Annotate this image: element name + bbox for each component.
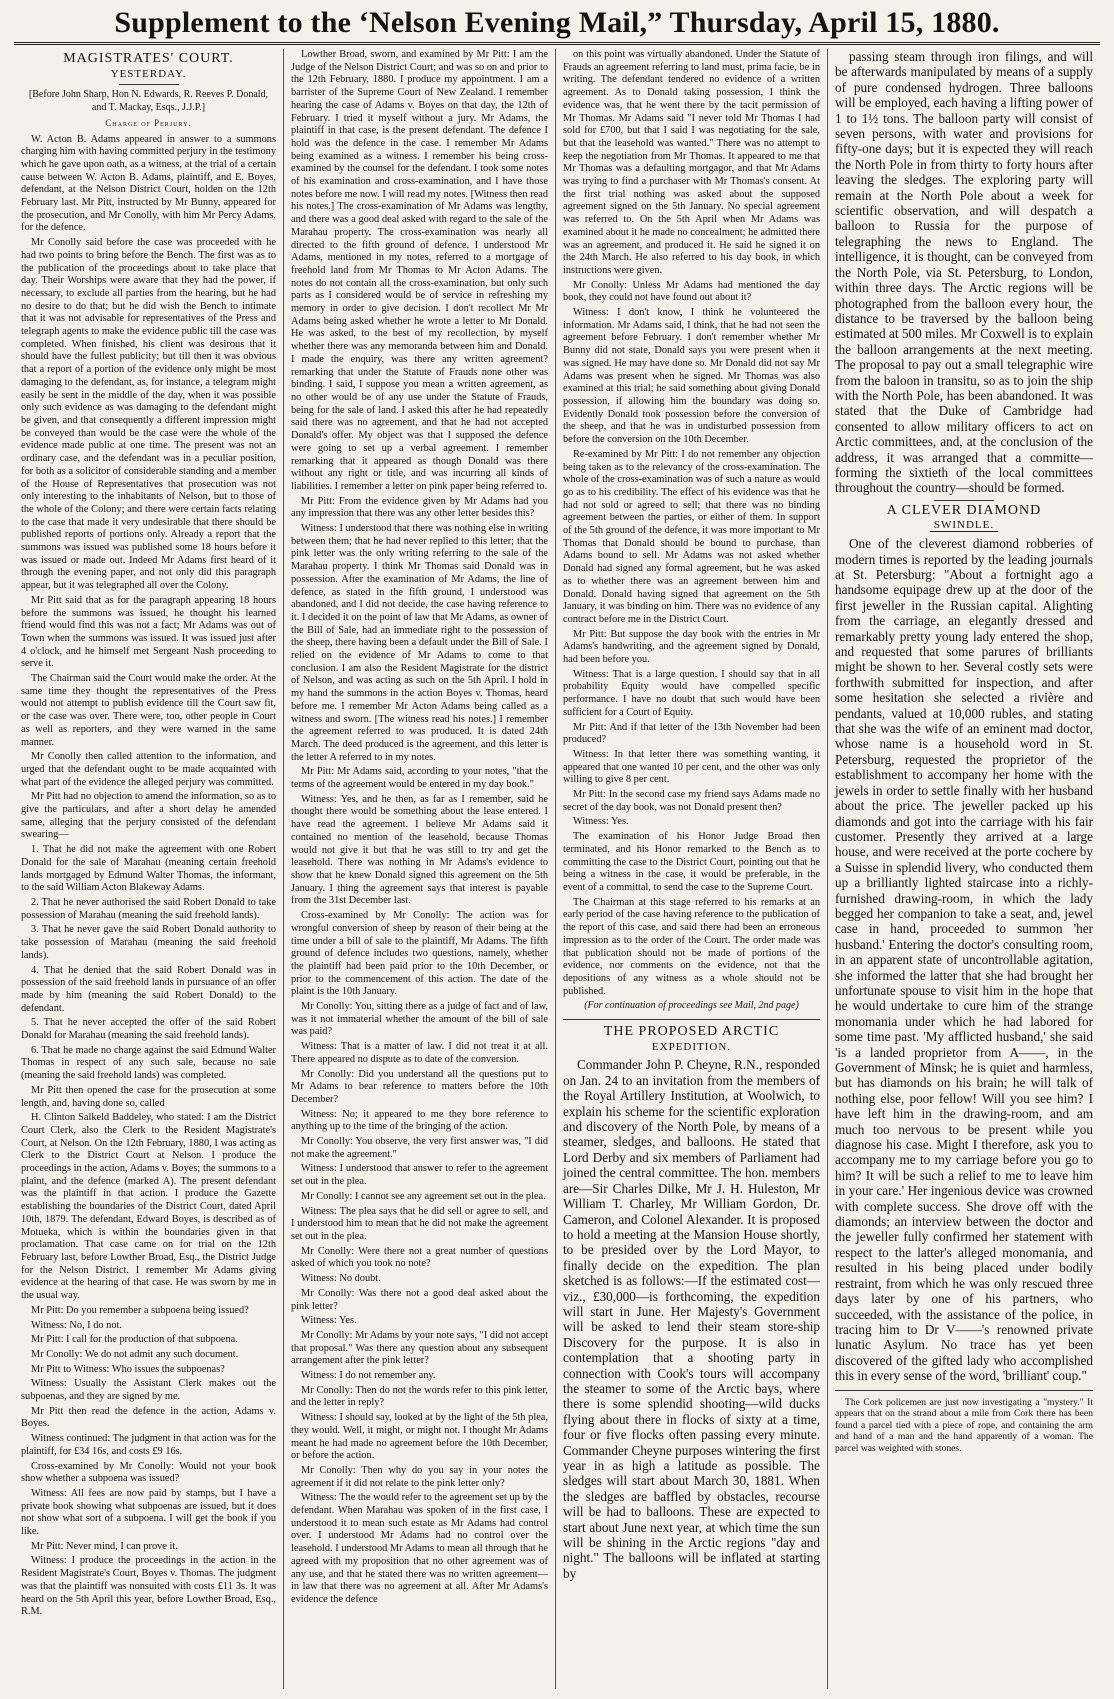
court-paragraph: Mr Pitt: But suppose the day book with the entries in Mr Adams's handwriting, and the agreement signed by Donald, had been before you. [563, 628, 820, 666]
divider [563, 1019, 820, 1020]
column-2 [284, 49, 556, 1689]
masthead: Supplement to the ‘Nelson Evening Mail,” Thursday, April 15, 1880. [114, 6, 1000, 39]
court-paragraph: Mr Pitt had no objection to amend the information, so as to give the particulars, and after a short delay he amended same, alleging that the perjury consisted of the defendant swearing— [21, 791, 276, 841]
court-paragraph: 1. That he did not make the agreement with one Robert Donald for the sale of Marahau (meaning certain freehold lands mortgaged by Edmund Walter Thomas, the informant, to the said William Acton Blakeway Adams. [21, 844, 276, 894]
court-paragraph: Witness: I understood that there was nothing else in writing between them; that he had never replied to this letter; that the pink letter was the only writing referring to the sale of the Marahau property. I think Mr Thomas said Donald was in possession. After the examination of Mr Adams, the line of defence, as stated in the fifth ground, I understood was abandoned, and I did not decide, the case having reference to it. I decided it on the point of law that Mr Adams, as owner of the Bill of Sale, had an immediate right to the possession of the sheep, there having been a default under the Bill of Sale. I relied on the evidence of Mr Adams to come to that conclusion. I am also the Resident Magistrate for the district of Nelson, and was acting as such on the 5th April. I hold in my hand the summons in the action Boyes v. Thomas, heard before me. I remember Mr Acton Adams being called as a witness and sworn. [The witness read his notes.] I remember the agreement referred to was produced. It is dated 24th March. The deed produced is the agreement, and this letter is the letter A referred to in my notes. [291, 523, 548, 763]
court-paragraph: Cross-examined by Mr Conolly: Would not your book show whether a subpoena was issued? [21, 1460, 276, 1485]
court-paragraph: Witness: Yes. [301, 1315, 357, 1327]
court-paragraph: Re-examined by Mr Pitt: I do not remember any objection being taken as to the relevancy of the cross-examination. The whole of the cross-examination was of such a nature as would go as to his credibility. The effect of his evidence was that he had not sold or agreed to sell; that there was no binding agreement between the parties, or either of them. In support of the 5th ground of the defence, it was more important to Mr Thomas that Donald should be bound to purchase, than Adams bound to sell. Mr Adams was not asked whether Donald had signed any formal agreement, but he was asked as to whether there was an agreement between him and Donald. Donald having signed that agreement on the 5th January, it was binding on him. There was no evidence of any contract before me in the District Court. [563, 448, 820, 625]
arctic-subtitle: EXPEDITION. [651, 1040, 732, 1053]
court-paragraph: Lowther Broad, sworn, and examined by Mr Pitt: I am the Judge of the Nelson District Court; and was so on and prior to the 12th February, 1880. I produce my appointment. I am a barrister of the Supreme Court of New Zealand. I remember hearing the case of Adams v. Boyes on that day, the 12th of February. I tried it myself without a jury. Mr Adams, the plaintiff in that case, is the present defendant. The defence I hold was the defence in the case. I remember Mr Adams being examined as a witness. I remember his being cross-examined by the counsel for the defendant. I took some notes of his examination and cross-examination, and I have those notes before me now. I will read my notes. [Witness then read his notes.] The cross-examination of Mr Adams was lengthy, and there was a good deal asked with regard to the sale of the Marahau property. The cross-examination was nearly all directed to the fifth ground of defence. I understood Mr Adams, mentioned in my notes, referred to a mortgage of freehold land from Mr Thomas to Mr Acton Adams. The notes do not contain all the cross-examination, but only such parts as I considered would be of service in refreshing my memory in order to give decision. I don't recollect Mr Mr Adams being asked whether he wrote a letter to Mr Donald. He was asked, to the best of my recollection, by myself whether there was any memoranda between him and Donald. I made the enquiry, was there any written agreement? remarking that under the Statute of Frauds none other was binding. I said, I suppose you mean a written agreement, as no other would be of any use under the Statute of Frauds, being for the sale of land. I asked this after he had repeatedly said there was no agreement, and that he had not accepted Donald's offer. My object was that I supposed the defence were going to set up a verbal agreement. I remember remarking that it appeared as though Donald was there without any right or title, and was incurring all kinds of liabilities. I remember a letter on pink paper being referred to. [291, 49, 548, 492]
court-paragraph: Witness: No; it appeared to me they bore reference to anything up to the time of the bringing of the action. [291, 1108, 548, 1133]
court-paragraph: 4. That he denied that the said Robert Donald was in possession of the said freehold lands in pursuance of an offer made by him (meaning the said Robert Donald) to the defendant. [21, 964, 276, 1014]
court-paragraph: Witness: I produce the proceedings in the action in the Resident Magistrate's Court, Boyes v. Thomas. The judgment was that the plaintiff was nonsuited with costs £11 3s. It was heard on the 5th April this year, before Lowther Broad, Esq., R.M. [21, 1555, 276, 1618]
court-paragraph: Mr Conolly: Was there not a good deal asked about the pink letter? [291, 1287, 548, 1312]
court-title: MAGISTRATES' COURT. [63, 51, 234, 66]
arctic-text-column-3 [563, 1057, 820, 1581]
court-paragraph: Witness: In that letter there was something wanting, it appeared that one wanted 10 per cent, and the other was only willing to give 8 per cent. [563, 748, 820, 786]
court-paragraph: Witness: I should say, looked at by the light of the 5th plea, they would. Well, it might, or might not. I thought Mr Adams meant he had made no agreement before the 10th December, or before the action. [291, 1412, 548, 1462]
bench-note: [Before John Sharp, Hon N. Edwards, R. Reeves P. Donald, and T. Mackay, Esqs., J.J.P.] [28, 89, 269, 114]
court-paragraph: Mr Pitt: From the evidence given by Mr Adams had you any impression that there was any other letter besides this? [291, 495, 548, 520]
court-paragraph: Witness: Yes. [573, 816, 629, 828]
column-1 [14, 49, 284, 1689]
court-paragraph: Mr Pitt: In the second case my friend says Adams made no secret of the day book, was not Donald present then? [563, 789, 820, 813]
diamond-subtitle [835, 519, 1093, 532]
court-paragraph: Mr Conolly: Then why do you say in your notes the agreement if it did not relate to the pink letter only? [291, 1464, 548, 1489]
court-paragraph: Witness: I don't know, I think he volunteered the information. Mr Adams said, I think, that he had not seen the agreement before February. I don't remember whether Mr Bunny did not state, Donald says you were present when it was signed. He may have done so. Mr Donald did not say Mr Adams was present when he signed. Mr Thomas was also examined at this trial; he said something about giving Donald possession, if allowing him the boundary was doing so. Evidently Donald took possession before the conversion of the sheep, and that he was in undisturbed possession from before the conversion on the 10th December. [563, 307, 820, 446]
court-paragraph: Mr Pitt then read the defence in the action, Adams v. Boyes. [21, 1405, 276, 1430]
court-paragraph: Mr Conolly: Mr Adams by your note says, "I did not accept that proposal." Was there any question about any subsequent arrangement after the pink letter? [291, 1329, 548, 1367]
court-paragraph: W. Acton B. Adams appeared in answer to a summons charging him with having committed perjury in the testimony which he gave upon oath, as a witness, at the trial of a certain cause between W. Acton B. Adams, plaintiff, and E. Boyes, defendant, at the Nelson District Court, holden on the 12th February last. Mr Pitt, instructed by Mr Bunny, appeared for the prosecution, and Mr Conolly, with him Mr Percy Adams, for the defence. [21, 133, 276, 234]
court-paragraph: Mr Conolly: Were there not a great number of questions asked of which you took no note? [291, 1245, 548, 1270]
diamond-title: A CLEVER DIAMOND [886, 502, 1042, 518]
court-paragraph: Witness continued: The judgment in that action was for the plaintiff, for £34 16s, and costs £9 16s. [21, 1433, 276, 1457]
court-paragraph: 2. That he never authorised the said Robert Donald to take possession of Marahau (meaning the said freehold lands). [21, 897, 276, 921]
arctic-paragraph: passing steam through iron filings, and will be afterwards manipulated by means of a supply of pure condensed hydrogen. Three balloons will be employed, each having a lifting power of 1 to 1½ tons. The balloon party will consist of seven persons, with water and provisions for fifty-one days; but it is expected they will reach the North Pole in from thirty to forty hours after leaving the sledges. The exploring party will remain at the North Pole about a week for scientific observation, and will despatch a balloon to Russia for the purpose of telegraphing the news to England. The intelligence, it is thought, can be conveyed from the North Pole, via St. Petersburg, to London, within three days. The Arctic regions will be photographed from the balloon every hour, the distance to be traversed by the balloon being estimated at 500 miles. Mr Coxwell is to explain the balloon arrangements at the next meeting. The proposal to pay out a small telegraphic wire from the baloon in transitu, so as to join the ship with the North Pole, has been abandoned. It was stated that the Duke of Cambridge had consented to allow military officers to act on Arctic committees, and, at the conclusion of the address, it was arranged that a committe—forming the sixtieth of the local committees throughout the country—should be formed. [835, 49, 1093, 496]
court-paragraph: Mr Pitt said that as for the paragraph appearing 18 hours before the summons was issued, he thought his learned friend would find this was not a fact; Mr Adams was out of Town when the summons was issued. It was issued just after 4 o'clock, and he himself met Sergeant Nash proceeding to serve it. [21, 594, 276, 670]
court-paragraph: Witness: All fees are now paid by stamps, but I have a private book showing what subpoenas are issued, but it does not show what sort of a subpoena. I will get the book if you like. [21, 1487, 276, 1538]
court-subtitle: YESTERDAY. [110, 67, 187, 80]
columns [14, 49, 1100, 1689]
court-paragraph: The Chairman said the Court would make the order. At the same time they thought the representatives of the Press would not attempt to publish evidence till the Court saw fit, or the case was over. There were, too, other people in Court as well as reporters, and they were warned in the same manner. [21, 673, 276, 748]
court-paragraph: Witness: I do not remember any. [301, 1370, 436, 1382]
court-paragraph: The examination of his Honor Judge Broad then terminated, and his Honor remarked to the Bench as to committing the case to the District Court, pointing out that he being a witness in the case, it would be preferable, in the event of a committal, to send the case to the Supreme Court. [563, 831, 820, 893]
court-paragraph: Witness: No, I do not. [31, 1319, 122, 1331]
court-paragraph: Mr Pitt then opened the case for the prosecution at some length, and, having done so, called [21, 1084, 276, 1109]
divider [835, 1390, 1093, 1391]
charge-heading: Charge of Perjury. [105, 117, 192, 128]
court-paragraph: Witness: Usually the Assistant Clerk makes out the subpoenas, and they are signed by me. [21, 1378, 276, 1403]
court-paragraph: Witness: The the would refer to the agreement set up by the defendant. When Marahau was spoken of in the first case, I understood it to mean such estate as Mr Adams had control over. I understood Mr Adams had no control over the leasehold. I understood Mr Adams to mean all through that he agreed with my proposition that no other agreement was of any use, and that he stated there was no written agreement—in law that there was no agreement at all. After Mr Adams's evidence the defence [291, 1492, 548, 1605]
court-paragraph: Mr Pitt to Witness: Who issues the subpoenas? [31, 1363, 225, 1375]
court-paragraph: Mr Conolly: Unless Mr Adams had mentioned the day book, they could not have found out about it? [563, 279, 820, 304]
court-paragraph: The Chairman at this stage referred to his remarks at an early period of the case having reference to the publication of the report of this case, and said there had been an erroneous impression as to the order of the Court. The order made was that publication should not be made of portions of the evidence, nor comments on the evidence, not that the depositions of any witness as a whole should not be published. [563, 896, 820, 997]
court-paragraph: 6. That he made no charge against the said Edmund Walter Thomas in respect of any such sale, because no sale (meaning the said freehold lands) was completed. [21, 1044, 276, 1082]
masthead-rule [14, 42, 1100, 45]
court-paragraph: Mr Pitt: I call for the production of that subpoena. [31, 1334, 238, 1346]
column-3 [556, 49, 828, 1689]
court-paragraph: Mr Conolly then called attention to the information, and urged that the defendant ought to be made acquainted with what part of the evidence the alleged perjury was committed. [21, 751, 276, 788]
court-paragraph: Mr Conolly: Then do not the words refer to this pink letter, and the letter in reply? [291, 1384, 548, 1409]
cork-paragraph: The Cork policemen are just now investigating a "mystery." It appears that on the strand about a mile from Cork there has been found a parcel tied with a piece of rope, and containing the arm and hand of a man and the hand apparently of a woman. The parcel was weighted with stones. [835, 1396, 1093, 1454]
court-paragraph: on this point was virtually abandoned. Under the Statute of Frauds an agreement referring to land must, prima facie, be in writing. The defendant tendered no evidence of a written agreement. As to Donald taking possession, I think the evidence was, that he went there by the tacit permission of Mr Thomas. Mr Adams said "I never told Mr Thomas I had sold for £700, but that I said I was negotiating for the sale, but that the leasehold was wanted." There was no attempt to keep the negotiation from Mr Thomas. It appeared to me that Mr Thomas was a defaulting mortgagor, and that Mr Adams was trying to find a purchaser with Mr Thomas's consent. At the first trial nothing was asked about the supposed agreement signed on the 5th January. No special agreement was referred to. On the 5th April when Mr Adams was examined about it he made no concealment; he admitted there was an agreement, and produced it. He said he signed it on the 24th March. He also referred to his day book, in which instructions were given. [563, 49, 820, 276]
court-paragraph: 3. That he never gave the said Robert Donald authority to take possession of Marahau (meaning the said freehold lands). [21, 924, 276, 961]
court-paragraph: Mr Conolly: Did you understand all the questions put to Mr Adams to bear reference to matters before the 10th December? [291, 1068, 548, 1105]
continuation-note: (For continuation of proceedings see Mail, 2nd page) [584, 1000, 799, 1012]
column-4 [828, 49, 1100, 1689]
court-paragraph: Mr Pitt: Do you remember a subpoena being issued? [31, 1304, 249, 1316]
court-paragraph: Mr Pitt: Mr Adams said, according to your notes, "that the terms of the agreement would be entered in my day book." [291, 766, 548, 791]
court-paragraph: Mr Conolly said before the case was proceeded with he had two points to bring before the Bench. The first was as to the publication of the proceedings about to take place that day. Their Worships were aware that they had the power, if necessary, to exclude all parties from the hearing, but he had no desire to do that; but he did wish the Bench to intimate that it was not advisable for representatives of the Press and telegraph agents to make the evidence public till the case was completed. When finished, his client was desirous that it should have the fullest publicity; but till then it was obvious that a report of a portion of the evidence only might be most damaging to the defendant, as, for instance, a telegram might easily be sent in the middle of the day, when it was possible only such evidence as was damaging to the defendant might be given, and that consequently a different impression might be conveyed than would be the case were the whole of the evidence made public at one time. The present was not an ordinary case, and the defendant was in a peculiar position, for both as a solicitor of considerable standing and a member of the House of Representatives that prosecution was not only interesting to the inhabitants of Nelson, but to those of the whole of the Colony; and there were certain facts relating to the case that made it very undesirable that there should be published reports of portions only. Already a report that the summons was issued was published some 18 hours before it was issued or made out. Indeed Mr Adams first heard of it through the evening paper, and not only did this paragraph appear, but it was telegraphed all over the Colony. [21, 237, 276, 592]
court-paragraph: Mr Conolly: You, sitting there as a judge of fact and of law, was it not immaterial whether the amount of the bill of sale was paid? [291, 1001, 548, 1038]
divider [934, 500, 994, 501]
divider [119, 84, 179, 85]
court-text-column-2 [291, 49, 548, 1607]
court-paragraph: Witness: The plea says that he did sell or agree to sell, and I understood him to mean that he did not make the agreement set out in the plea. [291, 1205, 548, 1242]
court-paragraph: 5. That he never accepted the offer of the said Robert Donald for Marahau (meaning the said freehold lands). [21, 1017, 276, 1042]
court-text-column-3 [563, 49, 820, 998]
diamond-paragraph: One of the cleverest diamond robberies of modern times is reported by the leading journals at St. Petersburg: "About a fortnight ago a handsome equipage drew up at the door of the first jeweller in the Russian capital. Alighting from the carriage, an elegantly dressed and remarkably pretty young lady entered the shop, and requested that some parures of brilliants might be shown to her. Several costly sets were forthwith submitted for inspection, and after some hesitation she selected a rivière and pendants, valued at 10,000 rubles, and stating that she was the wife of an eminent mad doctor, whose name is a household word in St. Petersburg, requested the proprietor of the establishment to accompany her home with the jewels in order to settle finally with her husband about the price. The jeweller packed up his diamonds and got into the carriage with his fair customer. Presently they arrived at a large house, and were received at the porte cochere by a Suisse in splendid livery, who conducted them up a brilliantly lighted staircase into a richly-furnished drawing-room, in which the lady begged her companion to take a seat, and, jewel case in hand, proceeded to summon 'her husband.' Entering the doctor's consulting room, in an apparent state of uncontrollable agitation, she informed the latter that she had brought her unfortunate spouse to visit him in the hope that he would undertake to cure him of the strange monomania under which he had labored for some time past. 'My afflicted husband,' she said 'is a landed proprietor from A——, in the Government of Minsk; he is quiet and harmless, but has diamonds on his brain; he will talk of nothing else, poor fellow! Will you see him? I have left him in the drawing-room, and am much too nervous to be present while you diagnose his case. Might I therefore, ask you to accompany me to my carriage before you go to him? It will be such a relief to me to leave him in your care.' Her ingenious device was crowned with complete success. She drove off with the diamonds; an interview between the doctor and the jeweller fully confirmed her statement with respect to the latter's alleged monomania, and resulted in his being placed under bodily restraint, from which he was only rescued three days later by one of his partners, who succeeded, with the assistance of the police, in tracing him to Dr V——'s renowned private lunatic Asylum. No trace has yet been discovered of the gifted lady who accomplished this in every sense of the word, 'brilliant' coup." [835, 536, 1093, 1384]
court-paragraph: Witness: That is a matter of law. I did not treat it at all. There appeared no dispute as to date of the conversion. [291, 1041, 548, 1065]
court-paragraph: Mr Conolly: We do not admit any such document. [31, 1348, 239, 1360]
court-paragraph: Mr Pitt: Never mind, I can prove it. [31, 1540, 178, 1552]
court-paragraph: Witness: Yes, and he then, as far as I remember, said he thought there would be something about the lease entered. I have read the agreement. I believe Mr Adams said it contained no mention of the leasehold, because Thomas would not give it but that he was still to try and get the leasehold. There was nothing in Mr Adams's evidence to show that he knew Donald signed this agreement on the 5th January. I thing the agreement says that interest is payable from the 31st December last. [291, 793, 548, 907]
arctic-text-column-4 [835, 49, 1093, 496]
diamond-subtitle-text: SWINDLE. [930, 519, 998, 532]
court-paragraph: Witness: That is a large question. I should say that in all probability Equity would have compelled specific performance. I have no doubt that such would have been sufficient for a Court of Equity. [563, 668, 820, 718]
arctic-paragraph: Commander John P. Cheyne, R.N., responded on Jan. 24 to an invitation from the members of the Royal Artillery Institution, at Woolwich, to explain his scheme for the scientific exploration and discovery of the North Pole, by means of a steamer, sledges, and balloons. He stated that Lord Derby and six members of Parliament had joined the central committee. The hon. members are—Sir Charles Dilke, Mr J. H. Huleston, Mr William T. Charley, Mr William Gordon, Dr. Cameron, and Colonel Alexander. It is proposed to hold a meeting at the Mansion House shortly, to be presided over by the Lord Mayor, to finally decide on the expedition. The plan sketched is as follows:—If the estimated cost—viz., £30,000—is forthcoming, the expedition will start in June. Her Majesty's Government will be asked to lend their steam store-ship Discovery for the purpose. It is also in contemplation that a shooting party in connection with Cook's tours will accompany the steamer to some of the Arctic bays, where there is some splendid shooting—wild ducks flying about there in flocks of sixty at a time, four or five flocks often passing every minute. Commander Cheyne purposes wintering the first year in as high a latitude as possible. The sledges will start about March 30, 1881. When the sledges are baffled by obstacles, recourse will be had to balloons. These are expected to start about June next year, at which time the sun will be shining in the Arctic regions "day and night." The balloons will be inflated at starting by [563, 1057, 820, 1581]
court-paragraph: Mr Conolly: I cannot see any agreement set out in the plea. [301, 1190, 546, 1202]
court-paragraph: Cross-examined by Mr Conolly: The action was for wrongful conversion of sheep by reason of their being at the time under a bill of sale to the plaintiff, Mr Adams. The fifth ground of defence includes two questions, namely, whether the plaintiff had been paid prior to the 10th December, or prior to the commencement of this action. The date of the plaint is the 10th January. [291, 910, 548, 998]
court-paragraph: Witness: No doubt. [301, 1273, 381, 1285]
court-paragraph: H. Clinton Salkeld Baddeley, who stated: I am the District Court Clerk, also the Clerk to the Resident Magistrate's Court, at Nelson. On the 12th February, 1880, I was acting as Clerk to the District Court at Nelson. I produce the proceedings in the action, Adams v. Boyes; the summons to a plaint, and the defence (marked A). The present defendant was the plaintiff in that action. I produce the Gazette establishing the boundaries of the District Court, dated April 10th, 1879. The defendant, Edward Boyes, is described as of Motueka, which is within the boundaries given in that proclamation. That case came on for trial on the 12th February last, before Lowther Broad, Esq., the District Judge for the Nelson District. I remember Mr Adams giving evidence at the hearing of that case. He was sworn by me in the usual way. [21, 1112, 276, 1302]
court-paragraph: Mr Pitt: And if that letter of the 13th November had been produced? [563, 721, 820, 746]
court-text-column-1 [21, 134, 276, 1619]
arctic-title: THE PROPOSED ARCTIC [603, 1024, 780, 1040]
court-paragraph: Mr Conolly: You observe, the very first answer was, "I did not make the agreement." [291, 1136, 548, 1160]
court-paragraph: Witness: I understood that answer to refer to the agreement set out in the plea. [291, 1163, 548, 1188]
diamond-text [835, 536, 1093, 1383]
